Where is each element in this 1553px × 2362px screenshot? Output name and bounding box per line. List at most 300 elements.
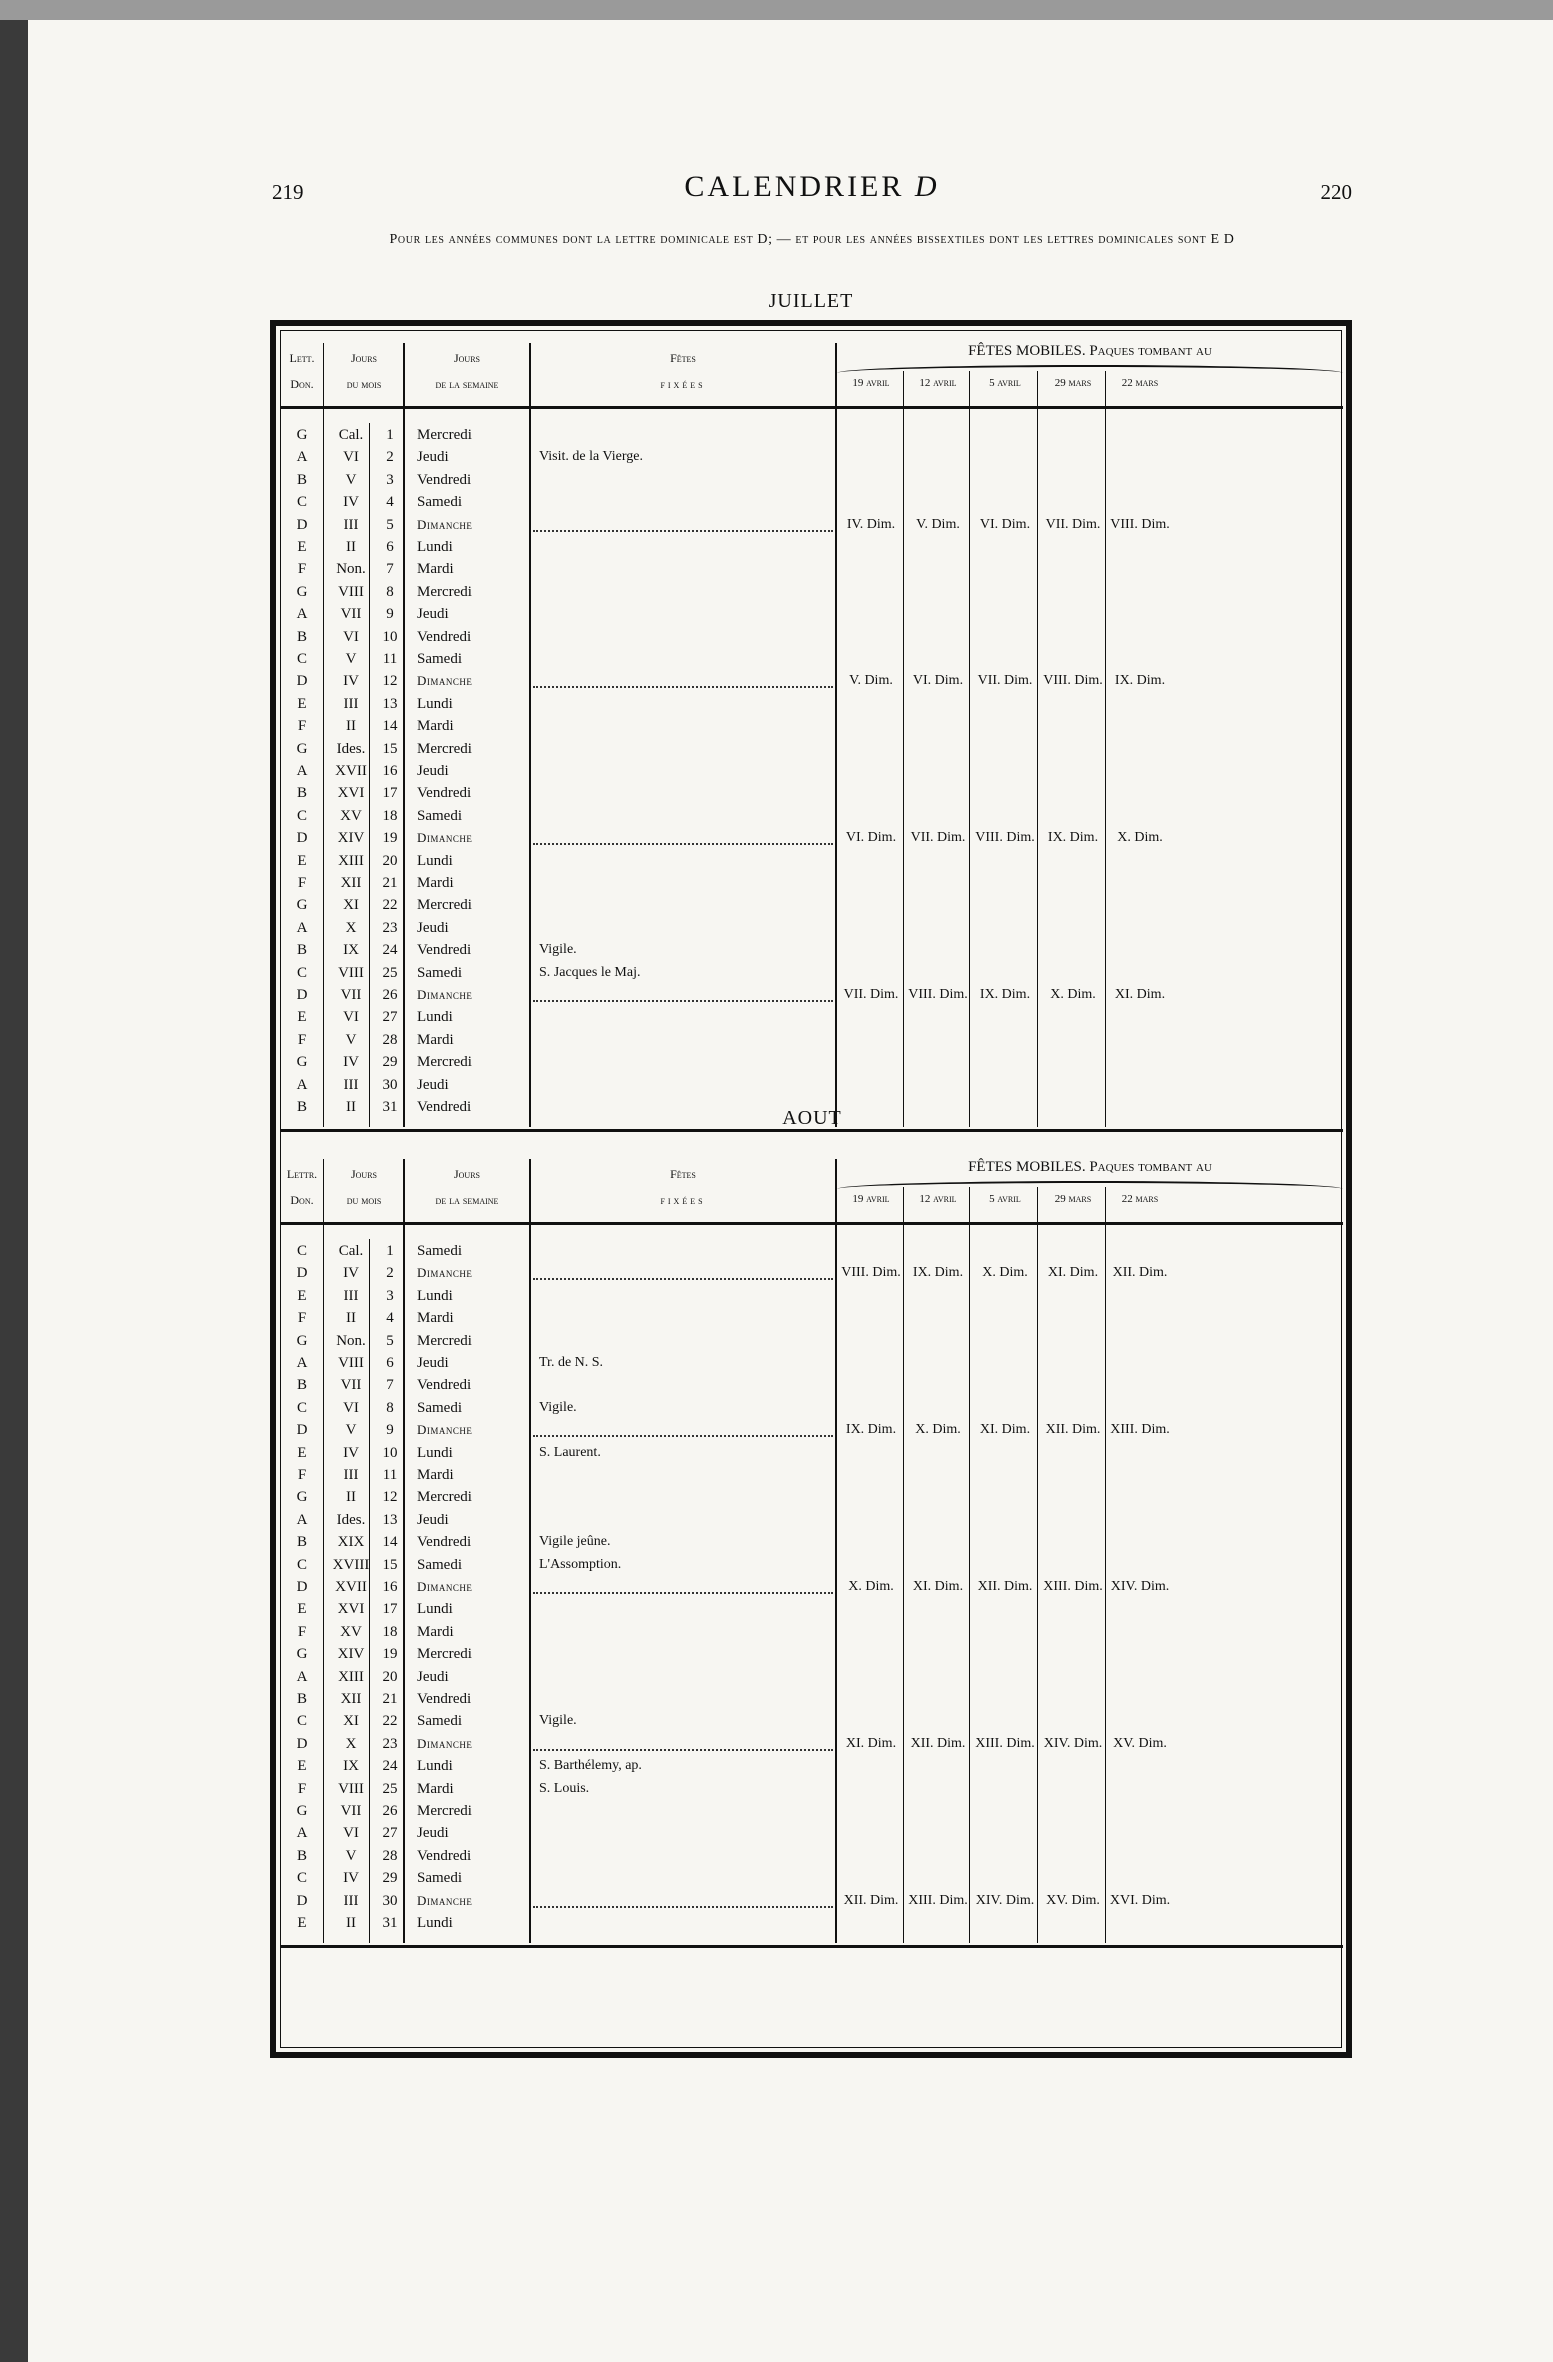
dominical-letter: C [296, 1556, 307, 1573]
header-mobiles-brace-aout [837, 1181, 1343, 1189]
dominical-letter: G [296, 740, 308, 757]
table-row [281, 1848, 1343, 1870]
weekday: Samedi [417, 1870, 462, 1887]
weekday: Jeudi [417, 1076, 449, 1093]
table-row [281, 1032, 1343, 1054]
roman-day: XIII [338, 852, 364, 869]
weekday: Jeudi [417, 763, 449, 779]
day-number: 7 [386, 561, 394, 578]
day-number: 26 [382, 987, 398, 1003]
table-row [281, 517, 1343, 539]
dominical-letter: B [296, 1099, 307, 1115]
table-row [281, 1624, 1343, 1646]
day-number: 27 [382, 1009, 398, 1026]
roman-day: III [343, 1076, 359, 1093]
dominical-letter: E [297, 852, 307, 869]
header-jours-mois [325, 351, 403, 392]
movable-feast: VIII. Dim. [841, 1265, 901, 1281]
movable-feast: X. Dim. [915, 1422, 961, 1438]
weekday: Dimanche [417, 1265, 473, 1281]
roman-day: Non. [336, 561, 366, 578]
movable-feast: XI. Dim. [979, 1422, 1031, 1438]
header-mobiles-title-aout: FÊTES MOBILES. Paques tombant au [968, 1159, 1212, 1175]
title-letter: D [914, 170, 940, 203]
roman-day: VIII [338, 1355, 364, 1371]
day-number: 22 [382, 1713, 398, 1730]
month-title-aout: AOUT [782, 1107, 842, 1129]
roman-day: VI [343, 1009, 359, 1026]
weekday: Dimanche [417, 1735, 473, 1751]
day-number: 17 [382, 785, 398, 802]
weekday: Samedi [417, 807, 462, 824]
day-number: 16 [382, 1579, 398, 1595]
weekday: Dimanche [417, 830, 473, 846]
dominical-letter: F [297, 1467, 307, 1483]
movable-feast: XII. Dim. [910, 1735, 966, 1751]
fixed-feast: Vigile. [539, 942, 577, 958]
roman-day: VI [343, 1825, 359, 1842]
column-rule [369, 423, 370, 1127]
day-number: 7 [386, 1377, 394, 1394]
day-number: 29 [382, 1054, 398, 1071]
column-rule [529, 343, 531, 1127]
header-fetes-line2: fixées [660, 377, 706, 392]
day-number: 23 [382, 1735, 398, 1752]
weekday: Jeudi [417, 1511, 449, 1528]
column-rule [835, 343, 837, 1127]
header-mobile-col-0: 19 avril [852, 1193, 890, 1205]
header-jours-aout-line1: Jours [350, 1167, 377, 1181]
table-row [281, 1243, 1343, 1265]
table-row [281, 987, 1343, 1009]
movable-feast: VII. Dim. [977, 673, 1033, 689]
table-row [281, 875, 1343, 897]
roman-day: VII [340, 1377, 362, 1394]
dominical-letter: F [297, 561, 307, 578]
dominical-letter: C [296, 1243, 307, 1259]
header-semaine-aout-line2: de la semaine [435, 1193, 499, 1208]
weekday: Vendredi [417, 785, 472, 802]
weekday: Mercredi [417, 740, 472, 757]
fixed-feast: S. Louis. [539, 1780, 590, 1796]
column-rule [1105, 371, 1106, 1127]
roman-day: Non. [336, 1332, 366, 1349]
roman-day: IV [343, 1265, 359, 1282]
weekday: Samedi [417, 1243, 462, 1259]
dominical-letter: G [296, 1646, 308, 1663]
dotted-leader [533, 530, 833, 532]
table-row [281, 1579, 1343, 1601]
table-row [281, 561, 1343, 583]
movable-feast: IX. Dim. [845, 1422, 897, 1438]
dominical-letter: B [296, 1847, 307, 1864]
movable-feast: VII. Dim. [1045, 516, 1101, 532]
movable-feast: IX. Dim. [979, 987, 1031, 1002]
page-header [272, 158, 1352, 218]
roman-day: XII [340, 1691, 362, 1707]
roman-day: Ides. [336, 1511, 366, 1528]
header-mobile-col-1: 12 avril [919, 1193, 957, 1205]
weekday: Mardi [417, 1310, 454, 1327]
day-number: 18 [382, 807, 398, 824]
weekday: Vendredi [417, 1691, 472, 1707]
dominical-letter: B [296, 785, 307, 802]
header-lett-line1: Lett. [289, 351, 315, 365]
day-number: 10 [382, 1444, 398, 1461]
day-number: 24 [382, 942, 398, 959]
header-semaine-aout-line1: Jours [453, 1167, 480, 1181]
weekday: Mercredi [417, 1054, 472, 1071]
day-number: 12 [382, 1489, 398, 1506]
header-semaine-line2: de la semaine [435, 377, 499, 392]
table-row [281, 494, 1343, 516]
weekday: Samedi [417, 1399, 462, 1416]
weekday: Samedi [417, 651, 462, 667]
day-number: 24 [382, 1758, 398, 1775]
header-mobile-col-3: 29 mars [1054, 1193, 1092, 1205]
weekday: Lundi [417, 852, 453, 869]
dominical-letter: A [296, 763, 308, 779]
roman-day: IX [343, 1758, 359, 1775]
scan-edge-left [0, 0, 28, 2362]
table-row [281, 449, 1343, 471]
weekday: Dimanche [417, 987, 473, 1002]
table-row [281, 1422, 1343, 1444]
dominical-letter: A [296, 1668, 308, 1685]
header-jours-semaine-aout [405, 1167, 529, 1208]
weekday: Vendredi [417, 1377, 472, 1394]
day-number: 19 [382, 830, 398, 847]
dominical-letter: C [296, 1713, 307, 1730]
movable-feast: XIV. Dim. [1110, 1579, 1170, 1594]
roman-day: II [346, 718, 356, 735]
column-rule [323, 343, 324, 1127]
page-number-left: 219 [272, 180, 304, 204]
dominical-letter: D [296, 1735, 308, 1752]
day-number: 2 [386, 449, 394, 466]
table-row [281, 1601, 1343, 1623]
table-row [281, 629, 1343, 651]
header-semaine-line1: Jours [453, 351, 480, 365]
table-row [281, 1445, 1343, 1467]
day-number: 23 [382, 919, 398, 936]
day-number: 1 [386, 427, 394, 443]
table-row [281, 830, 1343, 852]
table-row [281, 1758, 1343, 1780]
day-number: 16 [382, 763, 398, 779]
page-subtitle: Pour les années communes dont la lettre dominicale est D; — et pour les années bissextiles dont les lettres dominicales sont E D [389, 232, 1235, 247]
table-row [281, 853, 1343, 875]
day-number: 9 [386, 606, 394, 623]
table-row [281, 1400, 1343, 1422]
roman-day: V [345, 1847, 357, 1864]
roman-day: III [343, 695, 359, 712]
roman-day: V [345, 1422, 357, 1439]
table-row [281, 1781, 1343, 1803]
section-bottom-rule [281, 1945, 1343, 1949]
dominical-letter: D [296, 1265, 308, 1282]
movable-feast: IX. Dim. [1114, 673, 1166, 689]
weekday: Mercredi [417, 897, 472, 914]
weekday: Jeudi [417, 449, 449, 466]
day-number: 27 [382, 1825, 398, 1842]
day-number: 11 [382, 1467, 398, 1483]
day-number: 3 [386, 1287, 394, 1304]
table-row [281, 696, 1343, 718]
month-title-juillet: JUILLET [768, 290, 854, 312]
dominical-letter: B [296, 1534, 307, 1551]
table-row [281, 1713, 1343, 1735]
header-lettr [281, 1167, 323, 1208]
movable-feast: IX. Dim. [1047, 830, 1099, 846]
table-row [281, 1077, 1343, 1099]
dominical-letter: F [297, 1623, 307, 1640]
dominical-letter: D [296, 987, 308, 1003]
weekday: Mardi [417, 1623, 454, 1640]
roman-day: XVI [337, 1601, 365, 1618]
weekday: Lundi [417, 1915, 453, 1931]
day-number: 8 [386, 583, 394, 600]
day-number: 31 [382, 1915, 398, 1931]
movable-feast: XVI. Dim. [1109, 1892, 1171, 1908]
dominical-letter: D [296, 673, 308, 690]
table-row [281, 942, 1343, 964]
rows-aout [281, 1225, 1343, 1951]
dominical-letter: B [296, 471, 307, 488]
weekday: Lundi [417, 1601, 453, 1618]
dominical-letter: B [296, 942, 307, 959]
table-row [281, 1691, 1343, 1713]
movable-feast: XIII. Dim. [975, 1735, 1035, 1751]
weekday: Mardi [417, 1031, 454, 1048]
movable-feast: XIV. Dim. [1043, 1735, 1103, 1751]
movable-feast: VIII. Dim. [975, 830, 1035, 846]
weekday: Mardi [417, 1467, 454, 1483]
roman-day: II [346, 1489, 356, 1506]
weekday: Samedi [417, 1713, 462, 1730]
calendar-frame-inner [280, 330, 1342, 2048]
dominical-letter: E [297, 1287, 307, 1304]
weekday: Dimanche [417, 1892, 473, 1908]
day-number: 8 [386, 1399, 394, 1416]
day-number: 30 [382, 1076, 398, 1093]
fixed-feast: S. Jacques le Maj. [539, 964, 641, 980]
movable-feast: V. Dim. [916, 516, 960, 532]
weekday: Jeudi [417, 1355, 449, 1371]
dominical-letter: G [296, 1803, 308, 1819]
table-row [281, 1054, 1343, 1076]
day-number: 25 [382, 1780, 398, 1797]
movable-feast: X. Dim. [1050, 987, 1096, 1002]
roman-day: IV [343, 494, 359, 511]
dominical-letter: G [296, 897, 308, 914]
table-row [281, 1377, 1343, 1399]
day-number: 6 [386, 539, 394, 555]
weekday: Mercredi [417, 427, 472, 443]
table-row [281, 1915, 1343, 1937]
dotted-leader [533, 1278, 833, 1280]
table-row [281, 1534, 1343, 1556]
dominical-letter: A [296, 1355, 308, 1371]
day-number: 21 [382, 1691, 398, 1707]
header-mobile-col-4: 22 mars [1121, 1193, 1159, 1205]
weekday: Dimanche [417, 673, 473, 689]
movable-feast: XI. Dim. [1047, 1265, 1099, 1281]
table-row [281, 808, 1343, 830]
scan-edge-top [0, 0, 1553, 20]
table-row [281, 920, 1343, 942]
dominical-letter: A [296, 449, 308, 466]
fixed-feast: Visit. de la Vierge. [539, 449, 643, 465]
movable-feast: XI. Dim. [912, 1579, 964, 1594]
table-row [281, 1288, 1343, 1310]
day-number: 28 [382, 1031, 398, 1048]
movable-feast: VI. Dim. [912, 673, 964, 689]
roman-day: Cal. [338, 1243, 364, 1259]
roman-day: III [343, 1287, 359, 1304]
movable-feast: X. Dim. [1117, 830, 1163, 846]
roman-day: VI [343, 449, 359, 466]
movable-feast: IX. Dim. [912, 1265, 964, 1281]
weekday: Vendredi [417, 1099, 472, 1115]
day-number: 29 [382, 1870, 398, 1887]
dominical-letter: F [297, 1310, 307, 1327]
table-row [281, 741, 1343, 763]
dominical-letter: E [297, 1915, 307, 1931]
column-rule [903, 1187, 904, 1943]
dotted-leader [533, 843, 833, 845]
header-mobile-col-4: 22 mars [1121, 377, 1159, 389]
roman-day: V [345, 471, 357, 488]
roman-day: XVIII [332, 1556, 370, 1573]
dominical-letter: D [296, 1579, 308, 1595]
fixed-feast: L'Assomption. [539, 1556, 622, 1572]
dominical-letter: G [296, 583, 308, 600]
dotted-leader [533, 1000, 833, 1002]
roman-day: V [345, 651, 357, 667]
day-number: 15 [382, 740, 398, 757]
roman-day: IV [343, 1870, 359, 1887]
header-lettr-line2: Don. [290, 1193, 314, 1208]
weekday: Jeudi [417, 1825, 449, 1842]
weekday: Mardi [417, 1780, 454, 1797]
table-row [281, 1870, 1343, 1892]
day-number: 25 [382, 964, 398, 981]
roman-day: IV [343, 1444, 359, 1461]
day-number: 19 [382, 1646, 398, 1663]
table-row [281, 1265, 1343, 1287]
roman-day: III [343, 516, 359, 533]
movable-feast: VIII. Dim. [1043, 673, 1103, 689]
movable-feast: VIII. Dim. [908, 987, 968, 1002]
table-row [281, 1825, 1343, 1847]
weekday: Lundi [417, 1444, 453, 1461]
header-lettr-line1: Lettr. [286, 1167, 318, 1181]
weekday: Mercredi [417, 1646, 472, 1663]
roman-day: II [346, 1099, 356, 1115]
day-number: 21 [382, 875, 398, 891]
roman-day: VII [340, 606, 362, 623]
weekday: Mardi [417, 561, 454, 578]
fixed-feast: S. Laurent. [539, 1444, 601, 1460]
roman-day: XV [340, 807, 362, 824]
movable-feast: XV. Dim. [1046, 1892, 1100, 1908]
table-row [281, 965, 1343, 987]
table-row [281, 427, 1343, 449]
roman-day: XI [343, 897, 359, 914]
roman-day: X [345, 919, 357, 936]
dominical-letter: G [296, 1332, 308, 1349]
roman-day: VIII [338, 1780, 364, 1797]
header-jours-line2: du mois [346, 377, 382, 392]
table-row [281, 673, 1343, 695]
column-rule [903, 371, 904, 1127]
dominical-letter: G [296, 427, 308, 443]
weekday: Vendredi [417, 1534, 472, 1551]
dominical-letter: F [297, 875, 307, 891]
table-row [281, 1355, 1343, 1377]
dotted-leader [533, 1906, 833, 1908]
roman-day: VII [340, 1803, 362, 1819]
dominical-letter: B [296, 1691, 307, 1707]
movable-feast: XV. Dim. [1113, 1735, 1167, 1751]
table-row [281, 897, 1343, 919]
roman-day: VI [343, 628, 359, 645]
dominical-letter: F [297, 1031, 307, 1048]
day-number: 14 [382, 1534, 398, 1551]
column-rule [529, 1159, 531, 1943]
column-rule [969, 371, 970, 1127]
roman-day: III [343, 1892, 359, 1909]
header-row-aout [281, 1153, 1343, 1225]
movable-feast: VII. Dim. [843, 987, 899, 1002]
dotted-leader [533, 1435, 833, 1437]
day-number: 30 [382, 1892, 398, 1909]
roman-day: XI [343, 1713, 359, 1730]
roman-day: II [346, 1915, 356, 1931]
table-row [281, 1669, 1343, 1691]
movable-feast: V. Dim. [849, 673, 893, 689]
day-number: 10 [382, 628, 398, 645]
table-row [281, 1557, 1343, 1579]
movable-feast: XI. Dim. [845, 1735, 897, 1751]
table-row [281, 1803, 1343, 1825]
day-number: 5 [386, 516, 394, 533]
header-fetes-aout-line2: fixées [660, 1193, 706, 1208]
table-row [281, 539, 1343, 561]
movable-feast: VI. Dim. [979, 516, 1031, 532]
column-rule [1105, 1187, 1106, 1943]
roman-day: XIII [338, 1668, 364, 1685]
dominical-letter: A [296, 606, 308, 623]
page-number-right: 220 [1320, 180, 1352, 204]
roman-day: XIV [337, 830, 365, 847]
roman-day: XIX [337, 1534, 365, 1551]
movable-feast: XIII. Dim. [1043, 1579, 1103, 1594]
fixed-feast: Tr. de N. S. [539, 1355, 604, 1370]
dominical-letter: A [296, 919, 308, 936]
day-number: 13 [382, 695, 398, 712]
weekday: Mercredi [417, 1332, 472, 1349]
header-jours-mois-aout [325, 1167, 403, 1208]
dotted-leader [533, 1749, 833, 1751]
roman-day: VI [343, 1399, 359, 1416]
day-number: 14 [382, 718, 398, 735]
dominical-letter: E [297, 1758, 307, 1775]
dominical-letter: D [296, 830, 308, 847]
section-juillet [281, 337, 1343, 1135]
roman-day: XVII [335, 1579, 367, 1595]
